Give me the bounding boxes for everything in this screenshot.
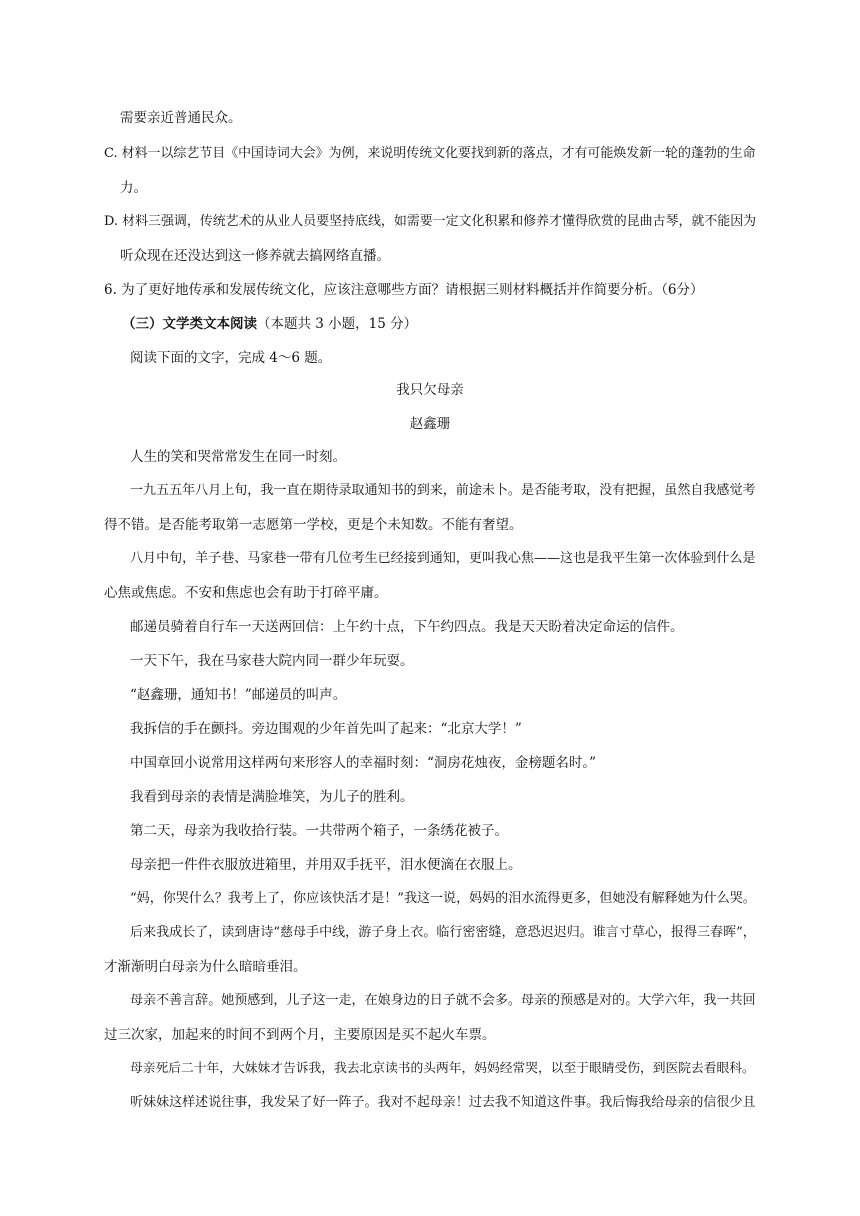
article-line: “妈，你哭什么？我考上了，你应该快活才是！”我这一说，妈妈的泪水流得更多，但她没有解释她为什么哭。 xyxy=(130,891,756,906)
article-line: 人生的笑和哭常常发生在同一时刻。 xyxy=(130,449,346,465)
option-d-line-2: 听众现在还没达到这一修养就去搞网络直播。 xyxy=(120,248,390,264)
article-line: 得不错。是否能考取第一志愿第一学校，更是个未知数。不能有奢望。 xyxy=(104,517,523,533)
section-heading-rest: （本题共 3 小题，15 分） xyxy=(257,316,418,332)
reading-instruction: 阅读下面的文字，完成 4～6 题。 xyxy=(130,350,332,366)
article-line: 邮递员骑着自行车一天送两回信：上午约十点，下午约四点。我是天天盼着决定命运的信件。 xyxy=(130,619,684,635)
section-heading xyxy=(122,314,417,334)
article-title: 我只欠母亲 xyxy=(396,382,464,398)
article-line: 才渐渐明白母亲为什么暗暗垂泪。 xyxy=(104,959,307,975)
section-heading-bold: （三）文学类文本阅读 xyxy=(122,316,257,332)
article-line: 心焦或焦虑。不安和焦虑也会有助于打碎平庸。 xyxy=(104,585,388,601)
article-line: 母亲不善言辞。她预感到，儿子这一走，在娘身边的日子就不会多。母亲的预感是对的。大学六年，我一共回 xyxy=(130,993,756,1008)
article-line: 母亲死后二十年，大妹妹才告诉我，我去北京读书的头两年，妈妈经常哭，以至于眼睛受伤，到医院去看眼科。 xyxy=(130,1061,755,1076)
article-line: 我拆信的手在颤抖。旁边围观的少年首先叫了起来：“北京大学！” xyxy=(130,721,522,737)
article-line: 母亲把一件件衣服放进箱里，并用双手抚平，泪水便滴在衣服上。 xyxy=(130,857,522,873)
article-line: 中国章回小说常用这样两句来形容人的幸福时刻：“洞房花烛夜，金榜题名时。” xyxy=(130,755,597,771)
article-line: 后来我成长了，读到唐诗“慈母手中线，游子身上衣。临行密密缝，意恐迟迟归。谁言寸草心，报得三春晖”， xyxy=(130,925,756,940)
option-c-line-2: 力。 xyxy=(120,180,147,196)
article-line: 我看到母亲的表情是满脸堆笑，为儿子的胜利。 xyxy=(130,789,414,805)
article-author: 赵鑫珊 xyxy=(409,416,451,432)
article-line: 八月中旬，羊子巷、马家巷一带有几位考生已经接到通知，更叫我心焦——这也是我平生第一次体验到什么是 xyxy=(130,551,756,566)
article-line: 一九五五年八月上旬，我一直在期待录取通知书的到来，前途未卜。是否能考取，没有把握，虽然自我感觉考 xyxy=(130,483,756,498)
option-d-line-1: D. 材料三强调，传统艺术的从业人员要坚持底线，如需要一定文化积累和修养才懂得欣赏的昆曲古琴，就不能因为 xyxy=(104,214,757,229)
option-c-line-1: C. 材料一以综艺节目《中国诗词大会》为例，来说明传统文化要找到新的落点，才有可能焕发新一轮的蓬勃的生命 xyxy=(104,146,756,161)
article-line: 一天下午，我在马家巷大院内同一群少年玩耍。 xyxy=(130,653,414,669)
article-line: 第二天，母亲为我收拾行装。一共带两个箱子，一条绣花被子。 xyxy=(130,823,508,839)
article-line: 过三次家，加起来的时间不到两个月，主要原因是买不起火车票。 xyxy=(104,1027,496,1043)
article-line: 听妹妹这样述说往事，我发呆了好一阵子。我对不起母亲！过去我不知道这件事。我后悔我给母亲的信很少且 xyxy=(130,1095,756,1110)
article-line: “赵鑫珊，通知书！”邮递员的叫声。 xyxy=(130,687,347,703)
option-b-continuation: 需要亲近普通民众。 xyxy=(120,110,242,126)
question-6: 6. 为了更好地传承和发展传统文化，应该注意哪些方面？请根据三则材料概括并作简要分析。（6分） xyxy=(104,282,704,298)
